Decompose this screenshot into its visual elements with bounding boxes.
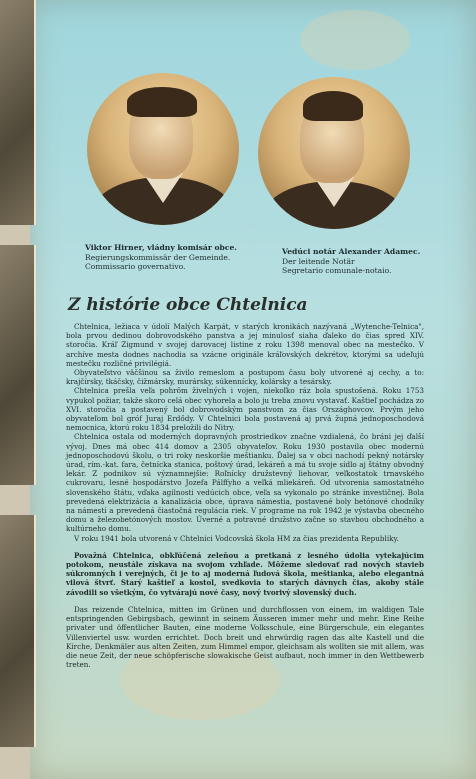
caption-left-de: Regierungskommissär der Gemeinde. [85,252,231,262]
caption-right-de: Der leitende Notär [282,256,355,266]
paragraph: Chtelnica, ležiaca v údolí Malých Karpát, v starých kronikách nazývaná „Wytenche-Telnica", bola prvou dedinou dobrovodského panstva a jej minulosť siaha ďaleko do čias spred XIV. storočia. Kráľ Zigmund v svojej darovacej listine z roku 1398 menoval obec na mestečko. V archíve mesta dodnes nachodia sa vzácne originále kráľovských dekrétov, ktorými sa udeľujú mestečku rozličné privilégiá. [66,322,424,368]
caption-right-it: Segretario comunale-notaio. [282,266,392,276]
german-paragraph: Das reizende Chtelnica, mitten im Grünen und durchflossen von einem, im waldigen Tale entspringenden Gebirgsbach, gewinnt in seinem Äusseren immer mehr und mehr. Eine Reihe privater und öffentlicher Bauten, eine moderne Volksschule, eine Bürgerschule, ein elegantes Villenviertel usw. wurden errichtet. Doch breit und ehrwürdig ragen das alte Kastell und die Kirche, Denkmäler aus alten Zeiten, zum Himmel empor, gleichsam als wollten sie mit allem, was die neue Zeit, der neue schöpferische slowakische Geist aufbaut, noch immer in den Wettbewerb treten. [66,604,424,670]
photo-strip-middle [0,245,36,485]
caption-left-name: Viktor Hirner, vládny komisár obce. [85,243,237,252]
paragraph: Obyvateľstvo väčšinou sa živilo remeslom a postupom času boly utvorené aj cechy, a to: krajčírsky, tkáčsky, čižmársky, murársky, súkennícky, kolársky a tesársky. [66,368,424,387]
caption-right-name: Vedúci notár Alexander Adamec. [282,247,421,256]
portrait-hirner [87,73,239,225]
paragraph: V roku 1941 bola utvorená v Chtelnici Vodcovská škola HM za čias prezidenta Republiky. [74,533,399,543]
caption-right [282,247,452,276]
photo-strip-top [0,0,36,225]
bold-paragraph: Považná Chtelnica, obkľúčená zeleňou a pretkaná z lesného údolia vytekajúcim potokom, neustále získava na svojom vzhľade. Môžeme sledovať rad nových stavieb súkromných i verejných, či je to aj moderná ľudová škola, meštianka, alebo elegantná vilová štvrť. Starý kaštieľ a kostol, svedkovia to starých dávnych čias, akoby stále závodili so všetkým, čo vytvárajú nové časy, nový tvorivý slovenský duch. [66,550,424,597]
article-body [66,322,424,669]
caption-left-it: Commissario governativo. [85,262,186,272]
paragraph: Chtelnica prešla veľa pohrôm živelných i vojen, niekoľko ráz bola spustošená. Roku 1753 vypukol požiar, takže skoro celá obec vyhorela a bolo ju treba znovu vystavať. Kaštieľ pochádza zo XVI. storočia a postavený bol dobrovodským panstvom za čias Országhovcov. Prvým jeho obyvateľom bol gróf Juraj Erdődy. V Chtelnici bola postavená aj prvá župná jednoposchodová nemocnica, ktorú roku 1834 preložili do Nitry. [66,386,424,433]
paragraph: Chtelnica ostala od moderných dopravných prostriedkov značne vzdialená, čo bráni jej ďalší vývoj. Dnes má obec 414 domov a 2305 obyvateľov. Roku 1930 postavila obec modernú jednoposchodovú školu, o tri roky neskoršie meštianku. Ďalej sa v obci nachodí pekný notársky úrad, rím.-kat. fara, četnícka stanica, poštový úrad, lekáreň a má tu svoje sídlo aj štátny obvodný lekár. Z podnikov sú významnejšie: Roľnícky družstevný liehovar, veľkostatok trnavského cukrovaru, lesné hospodárstvo Jozefa Pálffyho a veľká mliekáreň. Od utvorenia samostatného slovenského štátu, vďaka agilnosti vedúcich obce, veľa sa vykonalo po stránke investičnej. Bola prevedená elektrizácia a kanalizácia obce, úprava námestia, postavené boly betónové chodníky na námestí a prevedená čiastočná regulácia riek. V programe na rok 1942 je výstavba obecného domu a železobetónových mostov. Úverné a potravné družstvo začne so stavbou obchodného a kultúrneho domu. [66,432,424,534]
photo-strip-bottom [0,515,36,747]
caption-left [85,243,255,272]
article-title: Z histórie obce Chtelnica [68,295,308,315]
portrait-adamec [258,77,410,229]
